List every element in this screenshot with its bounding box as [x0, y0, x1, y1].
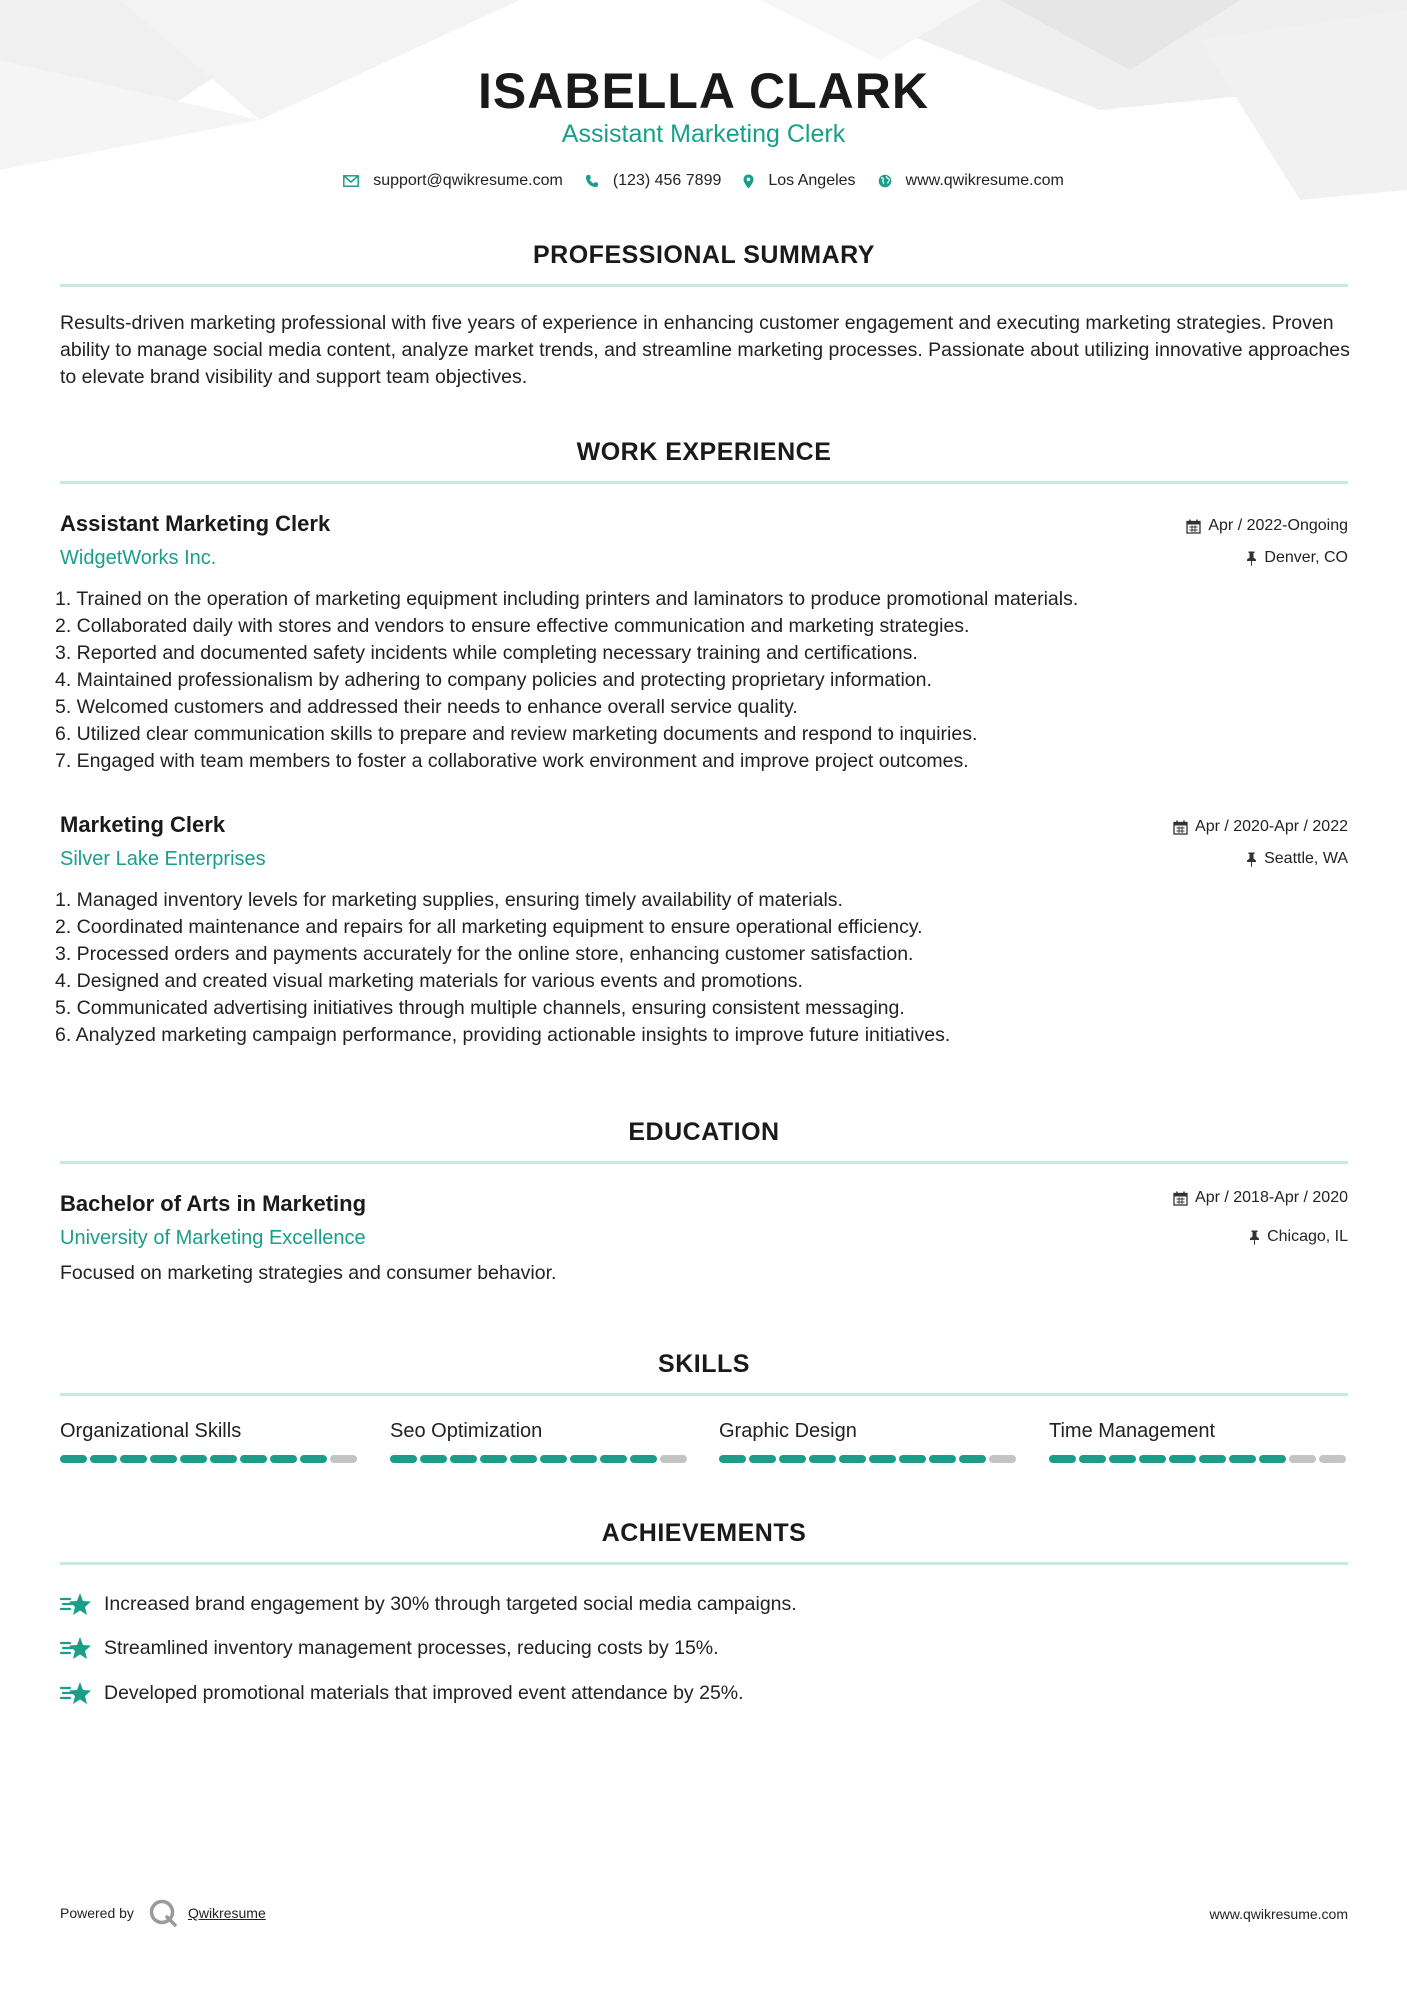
skill-segment-filled: [540, 1455, 567, 1463]
achievement-text: Streamlined inventory management processes, reducing costs by 15%.: [104, 1636, 719, 1659]
skill-segment-filled: [450, 1455, 477, 1463]
achievement-item: [60, 1591, 797, 1617]
job-dates-text: Apr / 2020-Apr / 2022: [1195, 818, 1348, 835]
skill-segment-filled: [210, 1455, 237, 1463]
candidate-title: Assistant Marketing Clerk: [561, 120, 846, 148]
skill-segment-empty: [1289, 1455, 1316, 1463]
contact-phone-text: (123) 456 7899: [612, 172, 722, 189]
contact-phone[interactable]: [585, 172, 722, 190]
skill-segment-filled: [180, 1455, 207, 1463]
skill-segment-filled: [1139, 1455, 1166, 1463]
contact-location: [743, 172, 855, 190]
achievements-heading: ACHIEVEMENTS: [601, 1519, 807, 1547]
summary-heading: PROFESSIONAL SUMMARY: [533, 241, 875, 269]
education-dates-text: Apr / 2018-Apr / 2020: [1195, 1189, 1348, 1206]
skill-segment-filled: [570, 1455, 597, 1463]
pushpin-icon: [1246, 551, 1257, 566]
skill-segment-filled: [90, 1455, 117, 1463]
achievements-divider: [60, 1562, 1348, 1565]
skill-bar: [390, 1455, 690, 1463]
skill-segment-filled: [240, 1455, 267, 1463]
skill-segment-filled: [270, 1455, 297, 1463]
achievement-item: [60, 1635, 719, 1661]
skill-segment-filled: [480, 1455, 507, 1463]
globe-icon: [878, 174, 892, 188]
skill-segment-filled: [1229, 1455, 1256, 1463]
experience-heading: WORK EXPERIENCE: [576, 438, 832, 466]
job-company: WidgetWorks Inc.: [60, 547, 217, 569]
job-bullets: [55, 586, 1355, 775]
achievement-text: Increased brand engagement by 30% through targeted social media campaigns.: [104, 1592, 797, 1615]
skill-label: Seo Optimization: [390, 1420, 543, 1442]
list-item: 5. Communicated advertising initiatives through multiple channels, ensuring consistent messaging.: [55, 997, 905, 1019]
list-item: 4. Designed and created visual marketing materials for various events and promotions.: [55, 970, 803, 992]
skill-segment-filled: [1199, 1455, 1226, 1463]
powered-by-label: Powered by: [60, 1905, 134, 1921]
skill-segment-filled: [1169, 1455, 1196, 1463]
skill-segment-filled: [869, 1455, 896, 1463]
skill-segment-filled: [719, 1455, 746, 1463]
skill-segment-filled: [929, 1455, 956, 1463]
list-item: 7. Engaged with team members to foster a collaborative work environment and improve project outcomes.: [55, 750, 969, 772]
skill-bar: [60, 1455, 360, 1463]
shooting-star-icon: [60, 1591, 94, 1617]
summary-text: Results-driven marketing professional with five years of experience in enhancing customer engagement and executing marketing strategies. Proven ability to manage social media content, analyze market trends, and streamline marketing processes. Passionate about utilizing innovative approaches to elevate brand visibility and support team objectives.: [60, 312, 1350, 388]
summary-divider: [60, 284, 1348, 287]
skill-segment-empty: [660, 1455, 687, 1463]
contact-email-text: support@qwikresume.com: [373, 172, 563, 189]
education-dates: [1173, 1189, 1348, 1207]
skill-segment-filled: [390, 1455, 417, 1463]
job-title: Marketing Clerk: [60, 812, 226, 837]
education-location-text: Chicago, IL: [1267, 1228, 1348, 1245]
qwikresume-link[interactable]: Qwikresume: [187, 1905, 266, 1921]
footer-website[interactable]: www.qwikresume.com: [1209, 1906, 1348, 1922]
experience-divider: [60, 481, 1348, 484]
list-item: 6. Analyzed marketing campaign performance, providing actionable insights to improve future initiatives.: [55, 1024, 951, 1046]
skill-segment-filled: [839, 1455, 866, 1463]
job-location: [1246, 549, 1348, 567]
skills-heading: SKILLS: [658, 1350, 750, 1378]
list-item: 6. Utilized clear communication skills to prepare and review marketing documents and respond to inquiries.: [55, 723, 978, 745]
skill-label: Organizational Skills: [60, 1420, 242, 1442]
skill-item: [390, 1420, 690, 1463]
list-item: 3. Processed orders and payments accurately for the online store, enhancing customer satisfaction.: [55, 943, 914, 965]
skill-label: Time Management: [1049, 1420, 1215, 1442]
contact-website[interactable]: [878, 172, 1064, 190]
skill-segment-filled: [1109, 1455, 1136, 1463]
list-item: 2. Coordinated maintenance and repairs for all marketing equipment to ensure operational efficiency.: [55, 916, 923, 938]
skill-segment-filled: [959, 1455, 986, 1463]
education-heading: EDUCATION: [628, 1118, 780, 1146]
skill-segment-filled: [150, 1455, 177, 1463]
calendar-icon: [1173, 820, 1188, 835]
skills-divider: [60, 1393, 1348, 1396]
skill-segment-filled: [1049, 1455, 1076, 1463]
job-dates-text: Apr / 2022-Ongoing: [1208, 517, 1348, 534]
skill-bar: [719, 1455, 1019, 1463]
job-bullets: [55, 887, 1355, 1049]
education-description: Focused on marketing strategies and consumer behavior.: [60, 1262, 557, 1284]
job-location-text: Seattle, WA: [1264, 850, 1348, 867]
envelope-icon: [343, 175, 359, 187]
skill-segment-empty: [330, 1455, 357, 1463]
skill-segment-filled: [899, 1455, 926, 1463]
calendar-icon: [1186, 519, 1201, 534]
list-item: 1. Managed inventory levels for marketing supplies, ensuring timely availability of materials.: [55, 889, 843, 911]
contact-website-text: www.qwikresume.com: [905, 172, 1064, 189]
list-item: 5. Welcomed customers and addressed their needs to enhance overall service quality.: [55, 696, 798, 718]
skill-segment-empty: [1319, 1455, 1346, 1463]
job-location: [1246, 850, 1348, 868]
skill-segment-filled: [749, 1455, 776, 1463]
job-dates: [1173, 818, 1348, 836]
job-title: Assistant Marketing Clerk: [60, 511, 331, 536]
list-item: 4. Maintained professionalism by adhering to company policies and protecting proprietary information.: [55, 669, 932, 691]
contact-email[interactable]: [343, 172, 563, 190]
list-item: 1. Trained on the operation of marketing equipment including printers and laminators to produce promotional materials.: [55, 588, 1079, 610]
skill-segment-filled: [420, 1455, 447, 1463]
education-divider: [60, 1161, 1348, 1164]
footer-powered-by: [60, 1898, 266, 1928]
skill-segment-filled: [510, 1455, 537, 1463]
skill-segment-filled: [60, 1455, 87, 1463]
calendar-icon: [1173, 1191, 1188, 1206]
skill-item: [1049, 1420, 1349, 1463]
list-item: 2. Collaborated daily with stores and vendors to ensure effective communication and marketing strategies.: [55, 615, 970, 637]
pushpin-icon: [1246, 852, 1257, 867]
skill-segment-filled: [600, 1455, 627, 1463]
skill-item: [719, 1420, 1019, 1463]
phone-icon: [585, 174, 599, 188]
skill-segment-filled: [300, 1455, 327, 1463]
shooting-star-icon: [60, 1635, 94, 1661]
skill-label: Graphic Design: [719, 1420, 857, 1442]
skill-segment-filled: [120, 1455, 147, 1463]
shooting-star-icon: [60, 1680, 94, 1706]
achievement-item: [60, 1680, 744, 1706]
skill-segment-filled: [809, 1455, 836, 1463]
skill-segment-filled: [630, 1455, 657, 1463]
skill-item: [60, 1420, 360, 1463]
job-company: Silver Lake Enterprises: [60, 848, 266, 870]
skill-segment-filled: [1259, 1455, 1286, 1463]
education-degree: Bachelor of Arts in Marketing: [60, 1191, 367, 1216]
pushpin-icon: [1249, 1230, 1260, 1245]
skill-segment-empty: [989, 1455, 1016, 1463]
job-location-text: Denver, CO: [1264, 549, 1348, 566]
list-item: 3. Reported and documented safety incidents while completing necessary training and certifications.: [55, 642, 918, 664]
qwikresume-logo-icon: [148, 1898, 178, 1928]
education-school: University of Marketing Excellence: [60, 1227, 366, 1249]
map-pin-icon: [743, 174, 754, 189]
skill-segment-filled: [779, 1455, 806, 1463]
contact-bar: [0, 172, 1407, 190]
education-location: [1249, 1228, 1348, 1246]
candidate-name: ISABELLA CLARK: [477, 63, 929, 119]
skill-bar: [1049, 1455, 1349, 1463]
achievement-text: Developed promotional materials that improved event attendance by 25%.: [104, 1681, 744, 1704]
skill-segment-filled: [1079, 1455, 1106, 1463]
contact-location-text: Los Angeles: [768, 172, 856, 189]
job-dates: [1186, 517, 1348, 535]
